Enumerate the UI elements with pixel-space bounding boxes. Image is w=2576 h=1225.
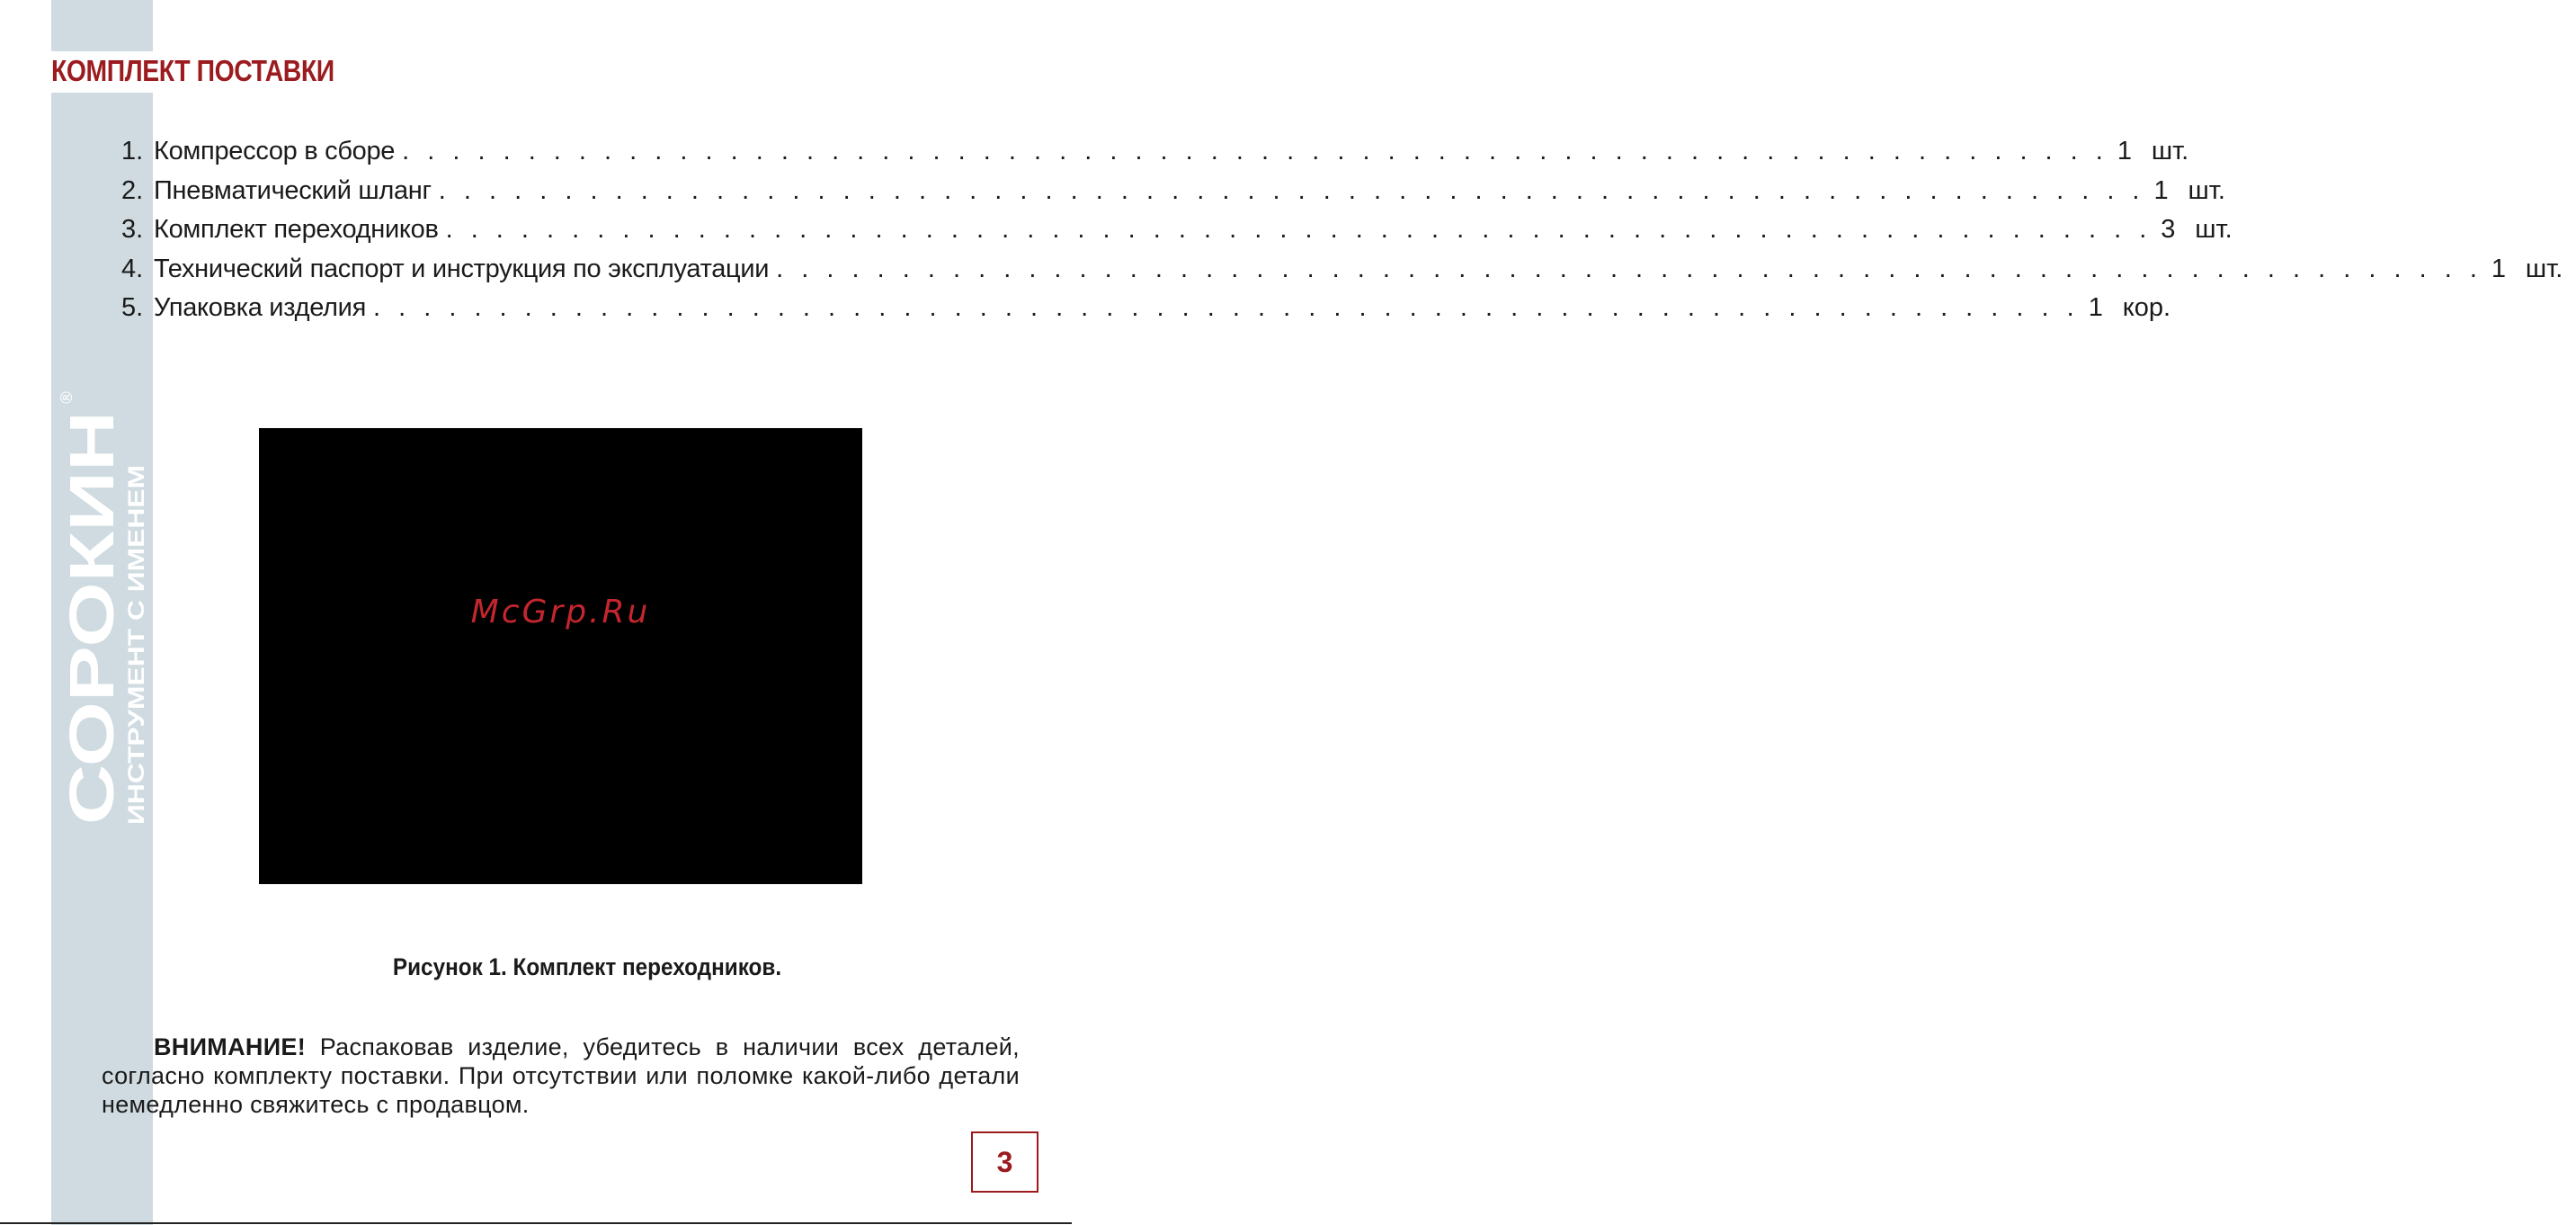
warning-lead: ВНИМАНИЕ! (154, 1033, 306, 1060)
leader-dots (439, 176, 2145, 206)
item-quantity: 3 (2161, 215, 2176, 244)
item-number: 3. (121, 215, 144, 244)
leader-dots (776, 255, 2482, 284)
item-quantity: 1 (2117, 137, 2132, 165)
figure-caption: Рисунок 1. Комплект переходников. (392, 953, 782, 980)
list-item (121, 254, 2563, 294)
supply-list (121, 137, 2563, 333)
item-quantity: 1 (2491, 254, 2507, 283)
warning-text: Распаковав изделие, убедитесь в наличии всех деталей, согласно комплекту поставки. При отсутствии или поломке какой-либо детали немедленно свяжитесь с продавцом. (102, 1033, 1020, 1118)
list-item (121, 175, 2225, 216)
item-quantity: 1 (2153, 175, 2169, 205)
list-item (121, 215, 2233, 255)
logo-tagline-text: ИНСТРУМЕНТ С ИМЕНЕМ (124, 541, 149, 825)
item-unit: кор. (2122, 293, 2171, 322)
list-item (121, 137, 2189, 176)
item-unit: шт. (2188, 175, 2225, 205)
item-unit: шт. (2525, 254, 2563, 283)
watermark: McGrp.Ru (470, 594, 651, 630)
logo-brand-text: СОРОКИН (57, 512, 127, 825)
item-label: Упаковка изделия (154, 293, 366, 322)
leader-dots (373, 293, 2080, 323)
leader-dots (402, 137, 2108, 166)
item-label: Пневматический шланг (154, 175, 432, 205)
page-number: 3 (971, 1131, 1038, 1193)
item-number: 4. (121, 254, 144, 283)
registered-mark-icon: ® (58, 389, 76, 406)
figure-image (259, 428, 862, 884)
item-unit: шт. (2151, 137, 2189, 165)
item-number: 2. (121, 175, 144, 205)
item-label: Компрессор в сборе (154, 137, 396, 165)
bottom-rule (0, 1222, 1072, 1224)
item-label: Технический паспорт и инструкция по эксплуатации (154, 254, 770, 283)
brand-logo (57, 389, 149, 832)
leader-dots (446, 215, 2153, 245)
page-heading: КОМПЛЕКТ ПОСТАВКИ (51, 54, 334, 87)
item-label: Комплект переходников (154, 215, 439, 244)
item-number: 5. (121, 293, 144, 322)
item-unit: шт. (2195, 215, 2233, 244)
list-item (121, 293, 2171, 333)
warning-paragraph (102, 1033, 1020, 1119)
item-quantity: 1 (2088, 293, 2103, 322)
item-number: 1. (121, 137, 144, 165)
